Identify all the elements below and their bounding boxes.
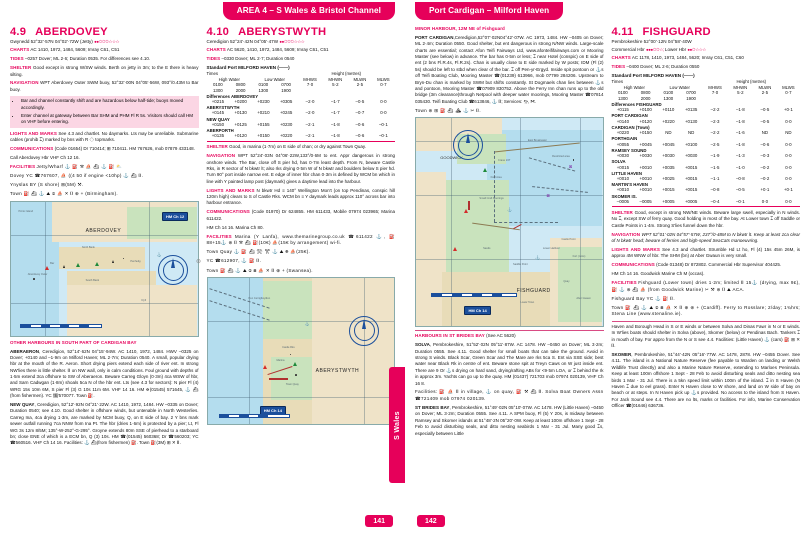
column-header: MHWN: [733, 84, 748, 90]
communications-value: (Code 01654) Dr 710414; ⊞ 710411. HM 767626, mob 07879 433148.: [54, 146, 195, 152]
st-brides-entry-solva: SOLVA, Pembrokeshire, 51°52'·02N 05°11'·87W. AC 1478. HW –0450 on Dover; ML 3·2m; Duration 0555. See 4.11. Good shelter for small boats that can take the ground. Avoid in strong S winds. Black Scar, Green Scar and The Mare are rks 5ca S. Ent via SSE side; best water near Black Rk in centre of ent. Beware stone spit at Treyn Caws on W just inside ent. There are 9 Or ⚓s drying on hard sand, drying/rafting ABs for <9·5m LOA, or ⌶ behind the rk in approx 3m. Yachts can go up to the quay. HM (01437) 721703 mob 07974 020139, VHF Ch 16 8.: [415, 342, 604, 386]
navigation-label: NAVIGATION: [10, 80, 39, 86]
section-heading-aberdovey: [10, 26, 199, 38]
place-name: PORT CARDIGAN: [611, 113, 648, 119]
place-name: CARDIGAN (Town): [611, 124, 650, 130]
left-columns: [10, 26, 395, 521]
right-columns: [415, 26, 800, 521]
chart-label: North Bank: [81, 245, 95, 249]
table-row: 0100 0800 0100 0700 7·0 5·2 2·5 0·7: [617, 90, 792, 96]
communications-value: (Code 01348) Dr 872802. Commercial Hbr Supervisor 404425.: [656, 262, 782, 268]
chart-label: Small Craft Moorings: [479, 196, 504, 200]
facilities-label: FACILITIES: [206, 233, 232, 239]
column-header: MLWN: [353, 76, 367, 82]
harbour-text: Ceredigion, 52°14'·62N 04°15'·94W. AC 1410, 1972, 1484. HWV –0325 on Dover; +0140 and –1·9m on Milford Haven; ML 2·7m; Duration 0540. A small, popular drying hbr at the mouth of the R. Aeron. Short drying piers extend each side of river ent. In strong NW'lies there is little shelter. ⌷ on NW wall, only in calm conditions. Foul ground with depths of 1·5m extend 3ca offshore to SW of Aberaeron. Beware Carreg Gloyn (0·3m) 4ca WSW of hbr, and Sarn Cadwgan (1·8m) shoals 5ca N of the hbr ent. Lts (see 4.3 for sectors): N pier Fl (4) WRG 15s 10m 6M, S pier Fl (3) G 10s 11m 6M. VHF 14 16. HM ☎(01545) 571645, ⚓ ⛴(from fishermen). YC ☎570077. Town ⛽.: [10, 348, 199, 399]
table-group-heights: Height (metres): [736, 79, 767, 85]
aberystwyth-shelter: [207, 144, 396, 150]
gutter-symbol: ⊛: [196, 259, 202, 265]
aberystwyth-charts: [207, 47, 396, 53]
column-header: Low Water: [264, 76, 285, 82]
harbour-text: Ceredigion,52°07'·02N04°42'·07W. AC 1973, 1484. HW –0405 on Dover; ML 2·4m; Duration 0550. Good shelter, but ent dangerous in strong N/NW winds. Large-scale charts are essential; contact Afon Teifi Fairways Ltd, www.afonteififairways.com or Mooring Master (see below) in advance. The bar has 0·5m or less; ⌶ near Hotel (conspic) on E side of ent (2 bns Fl.R.4s, Fl.R.2s). Chan is usually close to E side marked by W posts; IDM (Fl (2) 5s) should be left to stbd when clear of the bar. ⌶ off Pen-yr-Ergyd. Inside spit pontoon or ⚓s off Teifi Boating Club, Mooring Master ☎(01239) 613966, mob 07799 284206. Upstream to Bryn-Du chan is marked by SWM but shifts constantly. St Dogmaels chan lies between ⚓s and pontoon, Mooring Master ☎07909 830752. Above the Ferry Inn chan runs up to the old bridge (3m clearance)through Netpool with deeper water moorings, Mooring Master ☎07814 035430. Teifi Boating Club ☎613846, ⚓ ⌷; Services: ⚒, ✂.: [415, 34, 604, 104]
tides-label: TIDES: [206, 56, 221, 62]
facilities-line-3: YC ☎612907, ⚓ ⛽ ⌷.: [206, 258, 262, 264]
side-tab-label: S Wales: [393, 410, 401, 440]
communications-value: (Code 01970) Dr 624855. HM 611433, Mobile 07974 023965; Marina 611422.: [206, 209, 395, 221]
column-fishguard: [612, 26, 801, 521]
section-number: 4.10: [206, 26, 230, 38]
st-brides-entry-bay: ST BRIDES BAY, Pembrokeshire, 51°49'·02N 05°10'·07W. AC 1478. HW (Little Haven) –0450 on Dover; ML 3·2m; Duration 0555. See 4.11. A SPM buoy, Fl (5) Y 20s, is midway between Ramsey and Skomer islands at 51°48'·2N 05°20'·0W. Keep at least 100m offshore 1 Sept - 28 Feb to avoid disturbing seals, and ditto nesting seabirds 1 Mar - 31 Jul. Many good ⌶s, especially between Little: [415, 405, 604, 436]
table-row: +0010 +0010 +0015 +0015 –0·8 –0·5 +0·1 +0·1: [616, 187, 793, 193]
harbour-entry-aberaeron: ABERAERON, Ceredigion, 52°14'·62N 04°15'·94W. AC 1410, 1972, 1484. HWV –0325 on Dover; +0140 and –1·9m on Milford Haven; ML 2·7m; Duration 0540. A small, popular drying hbr at the mouth of the R. Aeron. Short drying piers extend each side of river ent. In strong NW'lies there is little shelter. ⌷ on NW wall, only in calm conditions. Foul ground with depths of 1·5m extend 3ca offshore to SW of Aberaeron. Beware Carreg Gloyn (0·3m) 4ca WSW of hbr, and Sarn Cadwgan (1·8m) shoals 5ca N of the hbr ent. Lts (see 4.3 for sectors): N pier Fl (4) WRG 15s 10m 6M, S pier Fl (3) G 10s 11m 6M. VHF 14 16. HM ☎(01545) 571645, ⚓ ⛴(from fishermen). YC ☎570077. Town ⛽.: [10, 348, 199, 399]
navigation-value: WPT 52°24'·03N 04°06'·22W,133°/0·6M to ent. Appr dangerous in strong onshore winds. The Bar, close off S pier hd, has 0·7m least depth. From N, beware Castle Rks, in R sector of N bkwtr lt; also rks drying 0·5m W of N bkwtr and boulders below S pier hd. Turn 90° port inside narrow ent. E edge of inner hbr chan 0·3m is defined by WCM bn which in line with Y painted lamp post (daymark) gives a daytime lead into the harbour.: [206, 153, 395, 184]
harbour-name: ST BRIDES BAY: [415, 405, 450, 411]
tides-value: –0330 Dover; ML 2·7; Duration 0540: [221, 56, 295, 62]
harbour-text: Pembrokeshire, 51°52'·02N 05°11'·87W. AC 1478. HW –0450 on Dover; ML 3·2m; Duration 0555. See 4.11. Good shelter for small boats that can take the ground. Avoid in strong S winds. Black Scar, Green Scar and The Mare are rks 5ca S. Ent via SSE side; best water near Black Rk in centre of ent. Beware stone spit at Treyn Caws on W just inside ent. There are 9 Or ⚓s drying on hard sand, drying/rafting ABs for <9·5m LOA, or ⌶ behind the rk in approx 3m. Yachts can go up to the quay. HM (01437) 721703 mob 07974 020139, VHF Ch 16 8.: [415, 342, 604, 386]
charts-label: CHARTS: [206, 47, 226, 53]
place-name: NEW QUAY: [206, 116, 230, 122]
chart-label: Marina: [276, 359, 285, 363]
table-row: +0145 +0130 +0210 +0245 –2·0 –1·7 –0·7 0·0: [211, 110, 387, 116]
chart-label: Castle Rks: [282, 346, 295, 350]
table-row: 1300 2000 1300 1900: [212, 87, 292, 93]
chart-place-label: ABERDOVEY: [85, 228, 122, 235]
communications-label: COMMUNICATIONS: [10, 146, 54, 152]
standard-port-line: Standard Port MILFORD HAVEN (——): [206, 65, 290, 71]
chart-label: Lower Harbour: [542, 246, 560, 250]
harbour-name: ABERAERON: [10, 348, 40, 354]
table-group-heights: Height (metres): [331, 71, 362, 77]
standard-port-line: Standard Port MILFORD HAVEN (——): [611, 73, 695, 79]
section-heading-fishguard: [612, 26, 801, 38]
facilities-label: FACILITIES: [10, 164, 36, 170]
column-header: MHWN: [328, 76, 343, 82]
column-header: MLWN: [758, 84, 772, 90]
harbour-name: NEW QUAY: [10, 402, 35, 408]
table-row: +0135 +0120 +0150 +0220 –2·1 –1·8 –0·6 –0·1: [211, 133, 388, 139]
aberystwyth-navigation: [207, 153, 396, 185]
table-group-times: Times: [611, 79, 624, 85]
compass-rose-icon: [349, 316, 379, 346]
aberdovey-comms-vhf: Call Aberdovey Hbr VHF Ch 12 16.: [10, 155, 80, 161]
column-header: MLWS: [377, 76, 390, 82]
table-row: +0215 +0200 +0230 +0305 –2·0 –1·7 –0·5 0·0: [211, 98, 387, 104]
navigation-label: NAVIGATION: [206, 153, 236, 159]
table-row: +0030 +0030 +0030 +0030 –1·9 –1·3 –0·3 0·0: [616, 153, 792, 159]
facilities-line-4: Town ⛽ ⛴ ⚓ ⛰ ⊛ ⊞ ⛵ ✕ ⌷ ⊕ + (Swansea).: [206, 267, 313, 273]
navigation-value: WPT Aberdovey Outer SWM buoy, 52°32'·00N 04°05'·56W, 093°/0.43M to Bar buoy.: [10, 80, 199, 92]
rating-stars: ●●✩✩✩☆☆☆: [279, 39, 305, 44]
fishguard-tides: [612, 64, 801, 70]
differences-label: Differences ABERDOVEY: [206, 93, 259, 99]
section-number: 4.11: [611, 26, 634, 38]
chart-label: Restricted area: [552, 155, 570, 159]
aberdovey-facilities: [10, 164, 199, 171]
harbour-name: SOLVA: [415, 342, 430, 348]
lights-value: N bkwtr Hd ≡ 140° Wellington Mon't (on top Pendinas, conspic hill 120m high) clears to S of Castle Rks. WCM bn ≡ Y daymark leads approx 110° across bar into harbour entrance.: [206, 187, 395, 206]
shelter-label: SHELTER: [10, 65, 32, 71]
aberystwyth-tides: [207, 56, 396, 62]
charts-value: AC 1178, 1410, 1973, 1484, 5620; Imray C61, C51, C60: [631, 55, 744, 61]
charts-value: AC 5620, 1410, 1972, 1484, 5609; Imray C61, C51: [226, 47, 329, 53]
list-item: • Bar and channel constantly shift and are hazardous below half-tide; buoys moved accordingly.: [21, 98, 195, 111]
port-cardigan-entry: PORT CARDIGAN,Ceredigion,52°07'·02N04°42'·07W. AC 1973, 1484. HW –0405 on Dover; ML 2·4m; Duration 0550. Good shelter, but ent dangerous in strong N/NW winds. Large-scale charts are essential; contact Afon Teifi Fairways Ltd, www.afonteififairways.com or Mooring Master (see below) in advance. The bar has 0·5m or less; ⌶ near Hotel (conspic) on E side of ent (2 bns Fl.R.4s, Fl.R.2s). Chan is usually close to E side marked by W posts; IDM (Fl (2) 5s) should be left to stbd when clear of the bar. ⌶ off Pen-yr-Ergyd. Inside spit pontoon or ⚓s off Teifi Boating Club, Mooring Master ☎(01239) 613966, mob 07799 284206. Upstream to Bryn-Du chan is marked by SWM but shifts constantly. St Dogmaels chan lies between ⚓s and pontoon, Mooring Master ☎07909 830752. Above the Ferry Inn chan runs up to the old bridge (3m clearance)through Netpool with deeper water moorings, Mooring Master ☎07814 035430. Teifi Boating Club ☎613846, ⚓ ⌷; Services: ⚒, ✂.: [415, 34, 604, 104]
aberystwyth-position: Ceredigion 52°24'·42N 04°05'·47W ●●✩✩✩☆☆☆: [206, 39, 305, 44]
chart-place-label: ABERYSTWYTH: [315, 368, 360, 375]
navigation-value: WPT 52°01'·02N 04°57'·57W, 237°/0·48M to N bkwtr lt. Keep at least 1ca clear of N bkwtr head; beware of ferries and high-speed SeaCats manoeuvring.: [611, 231, 800, 243]
shelter-value: Good except in strong W/SW winds. Berth on jetty in 3m; to the E there is heavy silting.: [10, 65, 199, 77]
list-item: • Enter channel at gateway between Bar SHM and PHM Fl R 5s. Visitors should call HM on VHF before entering.: [21, 113, 195, 126]
skomer-entry: SKOMER, Pembrokeshire, 51°44'·42N 05°16'·77W. AC 1478, 2878. HW –0455 Dover. See 4.11. The island is a National Nature Reserve (fee payable to Warden on landing or Welsh Wildlife Trust directly) and also a Marine Nature Reserve, extending to Marloes Peninsula. Keep at least 100m offshore 1 Sept - 28 Feb to avoid disturbing seals and ditto nesting sea birds 1 Mar - 31 Jul. There is a 5kn speed limit within 100m of the island. ⌶ in S Haven (N Haven ⌶ due to eel grass). Enter N Haven close to W shore, and land on W side of bay on beach or at steps. In N Haven pick up ⚓s provided. No access to the island from S Haven. For Jack Sound see 4.4. There are no lts, marks or facilities. For info, Marine Conservation Officer ☎(01646) 636736.: [611, 352, 800, 409]
column-header: High Water: [623, 84, 645, 90]
chart-label: Castle Point: [561, 238, 576, 242]
facilities-line-2: Town Quay ⚓ ⛽ ⛴ ⚒ ✂ ⚓ ⛰ ⊕ ⛵(25€).: [206, 249, 311, 255]
fishguard-comms-vhf: HM Ch 14 16. Goodwick Marine Ch M (occas).: [611, 271, 705, 277]
fishguard-comms: [612, 262, 801, 268]
aberdovey-chartlet: ABERDOVEY Picnic Island North Bank South Bank Aberdovey Outer Bar Penhelig Dyfi HM Ch 12 ⚓: [10, 201, 199, 337]
column-header: High Water: [218, 76, 240, 82]
table-row: +0115 +0100 +0110 +0135 –2·2 –1·8 –0·5 +0·1: [616, 107, 793, 113]
aberdovey-position: Gwynedd 52°32'·57N 04°02'·72W (Jetty) ●●✩✩✩☆☆☆: [10, 39, 120, 44]
section-heading-aberystwyth: [207, 26, 396, 38]
chart-label: Crane 24T: [498, 159, 511, 163]
table-row: +0055 +0045 +0045 +0100 –2·5 –1·8 –0·6 0·0: [616, 141, 792, 147]
place-name: MARTIN'S HAVEN: [611, 182, 649, 188]
right-page-header: Port Cardigan – Milford Haven: [415, 2, 563, 20]
scale-bar: [20, 324, 102, 328]
chart-label: Foul Area: [490, 176, 502, 180]
chart-label: Bar: [50, 261, 55, 265]
facilities-label: FACILITIES: [611, 280, 637, 286]
column-header: MHWS: [708, 84, 722, 90]
left-page-header: AREA 4 – S Wales & Bristol Channel: [223, 2, 395, 20]
table-row: +0150 +0125 +0155 +0230 –2·1 –1·8 –0·6 –0·1: [211, 121, 388, 127]
facilities-line-1: Jetty/Wharf ⚓ ⛽ ⚒ ⛵ ⛴ ⚓ ⛽ ⛅: [36, 164, 123, 170]
tide-differences-table-aberystwyth: [207, 71, 396, 139]
aberdovey-navigation: [10, 80, 199, 93]
fishguard-position: Pembrokeshire 52°00'·12N 04°58'·40W: [611, 39, 692, 44]
rating-stars-commercial: ●●●✩✩☆;: [645, 47, 664, 53]
fishguard-chartlet: FISHGUARD Lower Town GOODWICK East Breakwater Restricted area Foul Area Saddle Point Castle Point Fort (ruins) Lower Harbour Aber Gwaun Small Craft Moorings Sands Quay Crane 24T HM Ch 14 ⚓ ⚓ ⊠ ⊠: [415, 117, 604, 327]
place-name: RAMSEY SOUND: [611, 147, 647, 153]
scale-bar: [431, 293, 517, 297]
table-row: +0015 +0010 +0035 +0015 –1·5 –1·0 –0·2 0·0: [616, 164, 792, 170]
shelter-value: Good, in marina (1·7m) on E side of chan; or dry against Town Quay.: [229, 144, 367, 150]
chart-label: Penhelig: [130, 260, 141, 264]
chart-label: Quay: [563, 280, 570, 284]
fishguard-facilities: [612, 280, 801, 293]
chart-label-goodwick: GOODWICK: [440, 155, 463, 161]
harbour-name: PORT CARDIGAN: [415, 34, 454, 40]
column-aberdovey: [10, 26, 202, 521]
column-port-cardigan: [415, 26, 604, 521]
column-aberystwyth: [207, 26, 396, 521]
tides-label: TIDES: [10, 56, 24, 62]
fishguard-charts: [612, 55, 801, 61]
lights-label: LIGHTS AND MARKS: [611, 246, 660, 252]
fishguard-navigation: [612, 232, 801, 245]
aberdovey-tides: [10, 56, 199, 62]
aberystwyth-chartlet: ABERYSTWYTH Pen Cerrigllwydion Castle Rks Marina Town Quay HM Ch 14 ⚓: [207, 277, 396, 425]
aberdovey-warning-box: [10, 96, 199, 128]
harbour-entry-newquay: NEW QUAY, Ceredigion, 52°12'·92N 04°21'·22W. AC 1410, 1972, 1484. HW –0335 on Dover; Duration 0540; see 4.10. Good shelter in offshore winds, but untenable in North Westerlies. Carreg Ina, 4ca drying 1·3m, are marked by NCM buoy, Q, on E side of bay. 2 Y bns mark sewer outfall running 7ca NNW from Ina Pt. The hbr (dries 1·6m) is protected by a pier; Lt, Fl WG 3s 12m 8/5M; 135°-W-252°-G-295°. Groyne extends 80m SSE of pierhead to a starboard bn; close ENE of which is a ECM bn, Q (3) 10s. HM ☎(01545) 560368; Dr ☎560203; YC ☎560516. VHF Ch 14 16. Facilities: ⚓ ⛴(from fishermen) ⛽. Town ⛽(3M) ⊞ ✕ ⌷.: [10, 402, 199, 446]
column-header: MHWS: [303, 76, 317, 82]
lights-label: LIGHTS AND MARKS: [10, 130, 57, 136]
fishguard-town: Town ⛽ ⛴ ⚓ ⛰ ⊛ ⊞ ⛵ ✕ ⌷ ⊕ ⊛ + (Cardiff). Ferry to Rosslare; 2/day; 1¾hrs; Stena Line (www.stenaline.ie).: [611, 304, 800, 317]
table-row: 0100 0800 0100 0700 7·0 5·2 2·5 0·7: [212, 82, 387, 88]
chart-sub-label: Lower Town: [520, 300, 535, 304]
column-header: MLWS: [782, 84, 795, 90]
harbour-text: Ceredigion, 52°12'·92N 04°21'·22W. AC 1410, 1972, 1484. HW –0335 on Dover; Duration 0540; see 4.10. Good shelter in offshore winds, but untenable in North Westerlies. Carreg Ina, 4ca drying 1·3m, are marked by NCM buoy, Q, on E side of bay. 2 Y bns mark sewer outfall running 7ca NNW from Ina Pt. The hbr (dries 1·6m) is protected by a pier; Lt, Fl WG 3s 12m 8/5M; 135°-W-252°-G-295°. Groyne extends 80m SSE of pierhead to a starboard bn; close ENE of which is a ECM bn, Q (3) 10s. HM ☎(01545) 560368; Dr ☎560203; YC ☎560516. VHF Ch 14 16. Facilities: ⚓ ⛴(from fishermen) ⛽. Town ⛽(3M) ⊞ ✕ ⌷.: [10, 402, 199, 446]
chart-label: Town Quay: [285, 382, 299, 386]
place-name: LITTLE HAVEN: [611, 170, 642, 176]
st-brides-heading: HARBOURS IN ST BRIDES BAY (See AC 5620): [415, 333, 516, 339]
lights-value: See 4.3 and chartlet. Strumble Hd Lt ho, Fl (4) 15s 45m 26M, is approx 4M WNW of hbr. The SHM (bn) at Aber Gwaun is very small.: [611, 246, 800, 259]
shelter-label: SHELTER: [206, 144, 228, 150]
aberdovey-charts: [10, 47, 199, 53]
aberdovey-comms: [10, 146, 199, 152]
vhf-channel-badge: HM Ch 12: [162, 212, 188, 221]
vhf-channel-badge: HM Ch 14: [464, 306, 490, 315]
rating-stars-lower: ●●✩☆☆☆: [687, 47, 706, 53]
aberystwyth-lights: [207, 188, 396, 207]
column-header: Low Water: [669, 84, 690, 90]
place-name: ABERYSTWYTH: [206, 105, 240, 111]
section-title: ABERDOVEY: [35, 26, 108, 38]
aberystwyth-comms-vhf: HM Ch 14 16. Marina Ch 80.: [206, 224, 264, 230]
chart-label: Aber Gwaun: [576, 296, 591, 300]
chart-label: Pen Cerrigllwydion: [248, 296, 271, 300]
harbour-text: Pembrokeshire, 51°44'·42N 05°16'·77W. AC 1478, 2878. HW –0455 Dover. See 4.11. The island is a National Nature Reserve (fee payable to Warden on landing or Welsh Wildlife Trust directly) and also a Marine Nature Reserve, extending to Marloes Peninsula. Keep at least 100m offshore 1 Sept - 28 Feb to avoid disturbing seals and ditto nesting sea birds 1 Mar - 31 Jul. There is a 5kn speed limit within 100m of the island. ⌶ in S Haven (N Haven ⌶ due to eel grass). Enter N Haven close to W shore, and land on W side of bay on beach or at steps. In N Haven pick up ⚓s provided. No access to the island from S Haven. For Jack Sound see 4.4. There are no lts, marks or facilities. For info, Marine Conservation Officer ☎(01646) 636736.: [611, 352, 800, 409]
facilities-line-3: Ynyslas BY (S shore) ⊞(5M) ⚒.: [10, 182, 84, 188]
table-row: +0140 +0120 +0220 +0130 –2·3 –1·8 –0·5 0·0: [616, 118, 792, 124]
charts-value: AC 1410, 1972, 1484, 5609; Imray C61, C51: [30, 47, 120, 53]
harbour-text: Pembrokeshire, 51°49'·02N 05°10'·07W. AC 1478. HW (Little Haven) –0450 on Dover; ML 3·2m; Duration 0555. See 4.11. A SPM buoy, Fl (5) Y 20s, is midway between Ramsey and Skomer islands at 51°48'·2N 05°20'·0W. Keep at least 100m offshore 1 Sept - 28 Feb to avoid disturbing seals, and ditto nesting seabirds 1 Mar - 31 Jul. Many good ⌶s, especially between Little: [415, 405, 604, 436]
minor-harbour-heading: MINOR HARBOUR, 12M NE of Fishguard: [415, 26, 505, 31]
vhf-channel-badge: HM Ch 14: [260, 406, 286, 415]
st-brides-solva-facilities: Facilities: ⛽ ⛵ ⌷ in village, ⚓ on quay, ⛽ ⚒ ⛴ ⌷. Solva Boat Owners Assn ☎721409 mob 07974 020139.: [415, 389, 604, 401]
table-row: 1300 2000 1300 1900: [617, 95, 697, 101]
fishguard-lights: [612, 247, 801, 260]
chart-label: Sands: [483, 246, 491, 250]
chart-place-label: FISHGUARD: [516, 288, 551, 295]
table-row: –0005 –0005 +0005 +0005 –0·4 –0·1 0·0 0·0: [616, 198, 792, 204]
place-name: SOLVA: [611, 159, 626, 165]
harbour-name: SKOMER: [611, 352, 632, 358]
chart-label: East Breakwater: [527, 138, 547, 142]
page-number-right: 142: [417, 515, 445, 527]
communications-label: COMMUNICATIONS: [206, 209, 250, 215]
place-name: ABERPORTH: [206, 127, 234, 133]
chart-label: South Bank: [85, 279, 100, 283]
shelter-label: SHELTER: [611, 209, 633, 215]
fishguard-shelter: [612, 210, 801, 229]
chart-label: Dyfi: [141, 299, 147, 303]
section-title: ABERYSTWYTH: [238, 26, 327, 38]
section-title: FISHGUARD: [642, 26, 711, 38]
table-row: +0010 +0010 +0025 +0015 –1·1 –0·8 –0·2 0·0: [616, 175, 792, 181]
side-tab-s-wales[interactable]: [389, 367, 405, 483]
table-group-times: Times: [206, 71, 219, 77]
scale-bar: [219, 414, 290, 418]
chart-label: Picnic Island: [18, 209, 34, 213]
aberystwyth-facilities: [207, 234, 396, 247]
tides-label: TIDES: [611, 64, 626, 70]
shelter-value: Good, except in strong NW/NE winds. Beware large swell, especially in N winds. No ⌶, except SW of ferry quay. Good holding in most of the bay. At Lower town ⌶ off Saddle or Castle Points in 1·4m. Strong S'lies funnel down the hbr.: [611, 209, 800, 228]
charts-label: CHARTS: [611, 55, 631, 61]
lights-label: LIGHTS AND MARKS: [206, 187, 255, 193]
facilities-value: Fishguard (Lower town) dries 1·2m; limited ⌷ 15⚓ (drying, max 9£), ⛽ ⚓ ⊛ ⛴ ⛵ (from Goodwick Marine) ✂ ⚒ ⊛ ⌷ ⛰ ACA.: [611, 280, 800, 292]
facilities-line-2: Dovey YC ☎767607, ⛵ ((4 50 if engine <10hp) ⚓ ⛴ ⌷.: [10, 173, 144, 179]
aberystwyth-comms: [207, 209, 396, 222]
rating-stars: ●●✩✩✩☆☆☆: [94, 39, 120, 44]
differences-label: Differences FISHGUARD: [611, 101, 662, 107]
tides-value: –0400 Dover; ML 2·6; Duration 0550: [626, 64, 700, 70]
right-page: [405, 0, 810, 535]
skomer-pretext: Haven and Borough Head in S or E winds or between Solva and Dinas Fawr in N or E winds. In W'lies boats should shelter in Solva (above), Skomer (below) or Pendinas Bach. Tankers ⌶ in mouth of bay. For appro from the N or S see 4.4. Facilities: (Little Haven) ⚓ (cars) ⛽ ⊞ ✕ ⌷.: [611, 324, 800, 349]
other-harbours-heading: OTHER HARBOURS IN SOUTH PART OF CARDIGAN BAY: [10, 339, 137, 345]
chart-label: Aberdovey Outer: [27, 272, 48, 276]
table-row: +0220 +0150 ND ND –2·2 –1·6 ND ND: [616, 130, 792, 136]
place-name: SKOMER IS.: [611, 193, 637, 199]
fishguard-yc: Fishguard Bay YC ⚓ ⛽ ⌷.: [611, 295, 675, 301]
chart-label: Fort (ruins): [572, 255, 586, 259]
port-cardigan-town: Town ⊛ ⊞ ⛽ ⛴ ⛰ ⚓ ✂ ⌷.: [415, 107, 481, 113]
chart-label: Saddle Point: [512, 263, 528, 267]
communications-label: COMMUNICATIONS: [611, 262, 655, 268]
tide-differences-table-fishguard: [612, 79, 801, 204]
aberdovey-shelter: [10, 65, 199, 78]
section-number: 4.9: [10, 26, 27, 38]
charts-label: CHARTS: [10, 47, 30, 53]
navigation-label: NAVIGATION: [611, 231, 641, 237]
tides-value: –0257 Dover; ML 2·6; Duration 0535. For differences see 4.10.: [25, 56, 151, 62]
place-name: PORTHGAIN: [611, 136, 638, 142]
facilities-line-1: Marina (Y Lanfa), www.themarinegroup.co.uk ☎611422 ⚓, ⛽88+15⚓ ⊛ ⌷ ⚒ ⛴ ⛽(10€) ⛵(15€ by arrangement) wi-fi.: [206, 233, 395, 246]
facilities-line-4: Town ⛽ ⛴ ⚓ ⛰ ⊛ ⛵ ✕ ⌷ ⊕ + (Birmingham).: [10, 191, 118, 197]
fishguard-ratings: Commercial Hbr ●●●✩✩☆; Lower Hbr ●●✩☆☆☆: [611, 47, 706, 53]
aberdovey-lights: [10, 131, 199, 144]
page-number-left: 141: [365, 515, 393, 527]
lights-value: See 4.3 and chartlet. No daymarks. Lts may be unreliable. Submarine cables (prohib ⌶) marked by bns with R ◇ topmarks.: [10, 130, 199, 143]
